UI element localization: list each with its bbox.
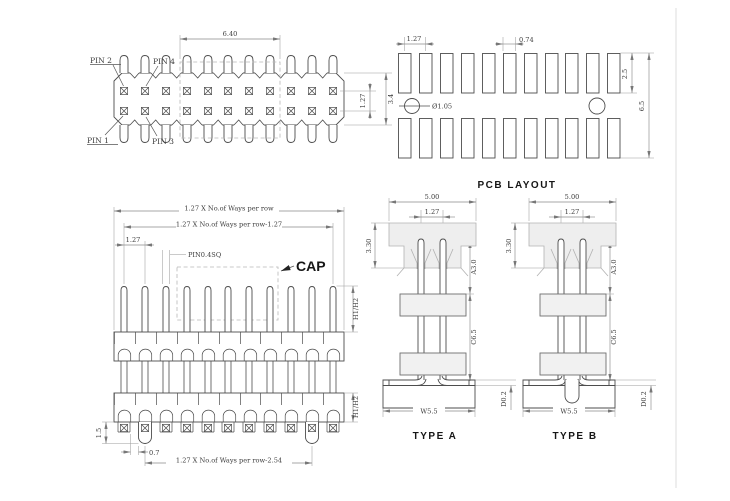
dim-peg-offset: 0.7: [149, 449, 160, 457]
lower-housing: [114, 393, 344, 422]
side-view-drawing: [95, 204, 360, 466]
pin-spec-label: PIN0.4SQ: [188, 251, 222, 259]
dim-body-height: 3.4: [387, 93, 395, 105]
locating-hole-right: [589, 98, 605, 114]
type-a-title: TYPE A: [412, 431, 458, 442]
dim-w-a: W5.5: [420, 407, 438, 416]
dim-cap-width: 6.40: [222, 30, 238, 38]
dim-pad-height: 2.5: [621, 68, 629, 80]
dim-a-a: A3.0: [470, 259, 478, 275]
dim-pin-pitch-a: 1.27: [424, 208, 440, 216]
dim-d-a: D0.2: [500, 391, 508, 407]
pin3-label: PIN 3: [152, 137, 174, 146]
dim-cap-height-a: 3.30: [365, 238, 373, 254]
pin1-label: PIN 1: [87, 136, 109, 145]
dim-cap-height-b: 3.30: [505, 238, 513, 254]
dim-peg-span: 1.27 X No.of Ways per row-2.54: [175, 456, 283, 465]
dim-a-b: A3.0: [610, 259, 618, 275]
dim-hole-diameter: Ø1.05: [432, 102, 453, 111]
dim-c-b: C6.5: [610, 329, 618, 345]
dim-d-b: D0.2: [640, 391, 648, 407]
dim-total-width: 1.27 X No.of Ways per row: [184, 204, 274, 213]
type-b-drawing: [505, 193, 656, 442]
dim-cap-width-a: 5.00: [424, 193, 440, 201]
upper-housing: [114, 332, 344, 361]
type-b-peg: [565, 380, 579, 403]
dim-w-b: W5.5: [560, 407, 578, 416]
type-a-drawing: [365, 193, 516, 442]
type-b-title: TYPE B: [552, 431, 598, 442]
header-body-outline: [114, 73, 344, 125]
dim-pin-pitch-b: 1.27: [564, 208, 580, 216]
dim-upper-height: H1/H2: [352, 297, 360, 321]
pcb-layout-drawing: [396, 35, 654, 191]
dim-cap-width-b: 5.00: [564, 193, 580, 201]
dim-lower-height: H1/H2: [352, 395, 360, 419]
dim-peg-depth: 1.5: [95, 427, 103, 439]
cap-label: CAP: [296, 258, 326, 274]
top-view-drawing: [87, 30, 395, 146]
dim-pad-width: 0.74: [519, 36, 534, 44]
dim-pitch: 1.27: [125, 236, 141, 244]
pin2-label: PIN 2: [90, 56, 112, 65]
pcb-layout-title: PCB LAYOUT: [477, 180, 557, 191]
dim-pin-span: 1.27 X No.of Ways per row-1.27: [175, 220, 283, 229]
dim-c-a: C6.5: [470, 329, 478, 345]
dim-row-pitch: 1.27: [359, 93, 367, 109]
dim-pad-pitch: 1.27: [406, 35, 422, 43]
pin4-label: PIN 4: [153, 57, 175, 66]
dim-row-span: 6.5: [638, 100, 646, 112]
